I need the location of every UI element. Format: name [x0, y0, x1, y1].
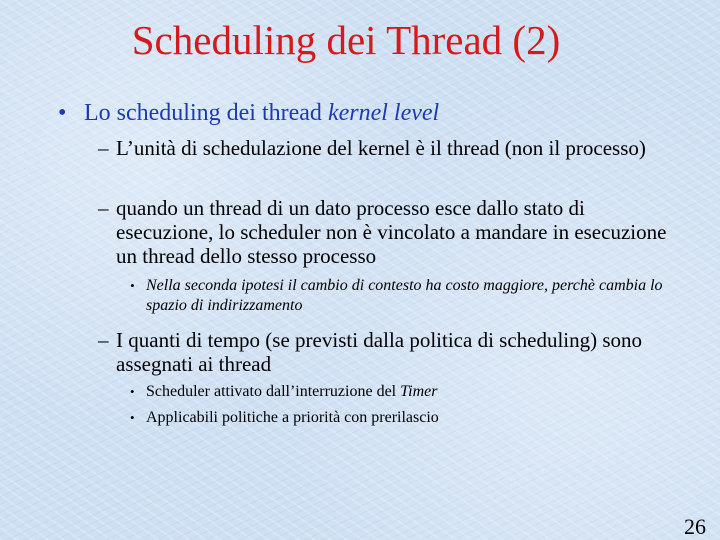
dash-mark: –	[98, 196, 109, 220]
subsubbullet-priorita	[130, 408, 690, 428]
subsubbullet-text-italic: Timer	[400, 383, 438, 400]
subbullet-text: quando un thread di un dato processo esce dallo stato di esecuzione, lo scheduler non è vincolato a mandare in esecuzione un thread dello stesso processo	[116, 196, 667, 268]
subsubbullet-text-plain: Scheduler attivato dall’interruzione del	[146, 383, 401, 400]
subbullet-quando	[98, 196, 668, 268]
bullet-dot: •	[130, 410, 135, 425]
subsubbullet-cambio-contesto	[130, 276, 690, 316]
subsubbullet-text: Nella seconda ipotesi il cambio di contesto ha costo maggiore, perchè cambia lo spazio di indirizzamento	[146, 277, 663, 314]
dash-mark: –	[98, 136, 109, 160]
bullet-dot: •	[130, 278, 135, 293]
bullet-text-plain: Lo scheduling dei thread	[84, 100, 328, 126]
subbullet-quanti	[98, 328, 668, 376]
subsubbullet-timer	[130, 382, 690, 402]
page-number: 26	[684, 514, 706, 539]
subbullet-text: L’unità di schedulazione del kernel è il thread (non il processo)	[116, 136, 646, 160]
subbullet-text: I quanti di tempo (se previsti dalla politica di scheduling) sono assegnati ai thread	[116, 328, 643, 376]
subbullet-unita	[98, 136, 668, 160]
dash-mark: –	[98, 328, 109, 352]
bullet-text	[84, 98, 439, 128]
bullet-dot: •	[130, 384, 135, 399]
subsubbullet-text	[146, 382, 690, 402]
bullet-text-italic: kernel level	[327, 100, 440, 126]
subsubbullet-text: Applicabili politiche a priorità con prerilascio	[146, 409, 439, 426]
slide-title: Scheduling dei Thread (2)	[131, 17, 561, 63]
bullet-dot: •	[58, 100, 67, 126]
